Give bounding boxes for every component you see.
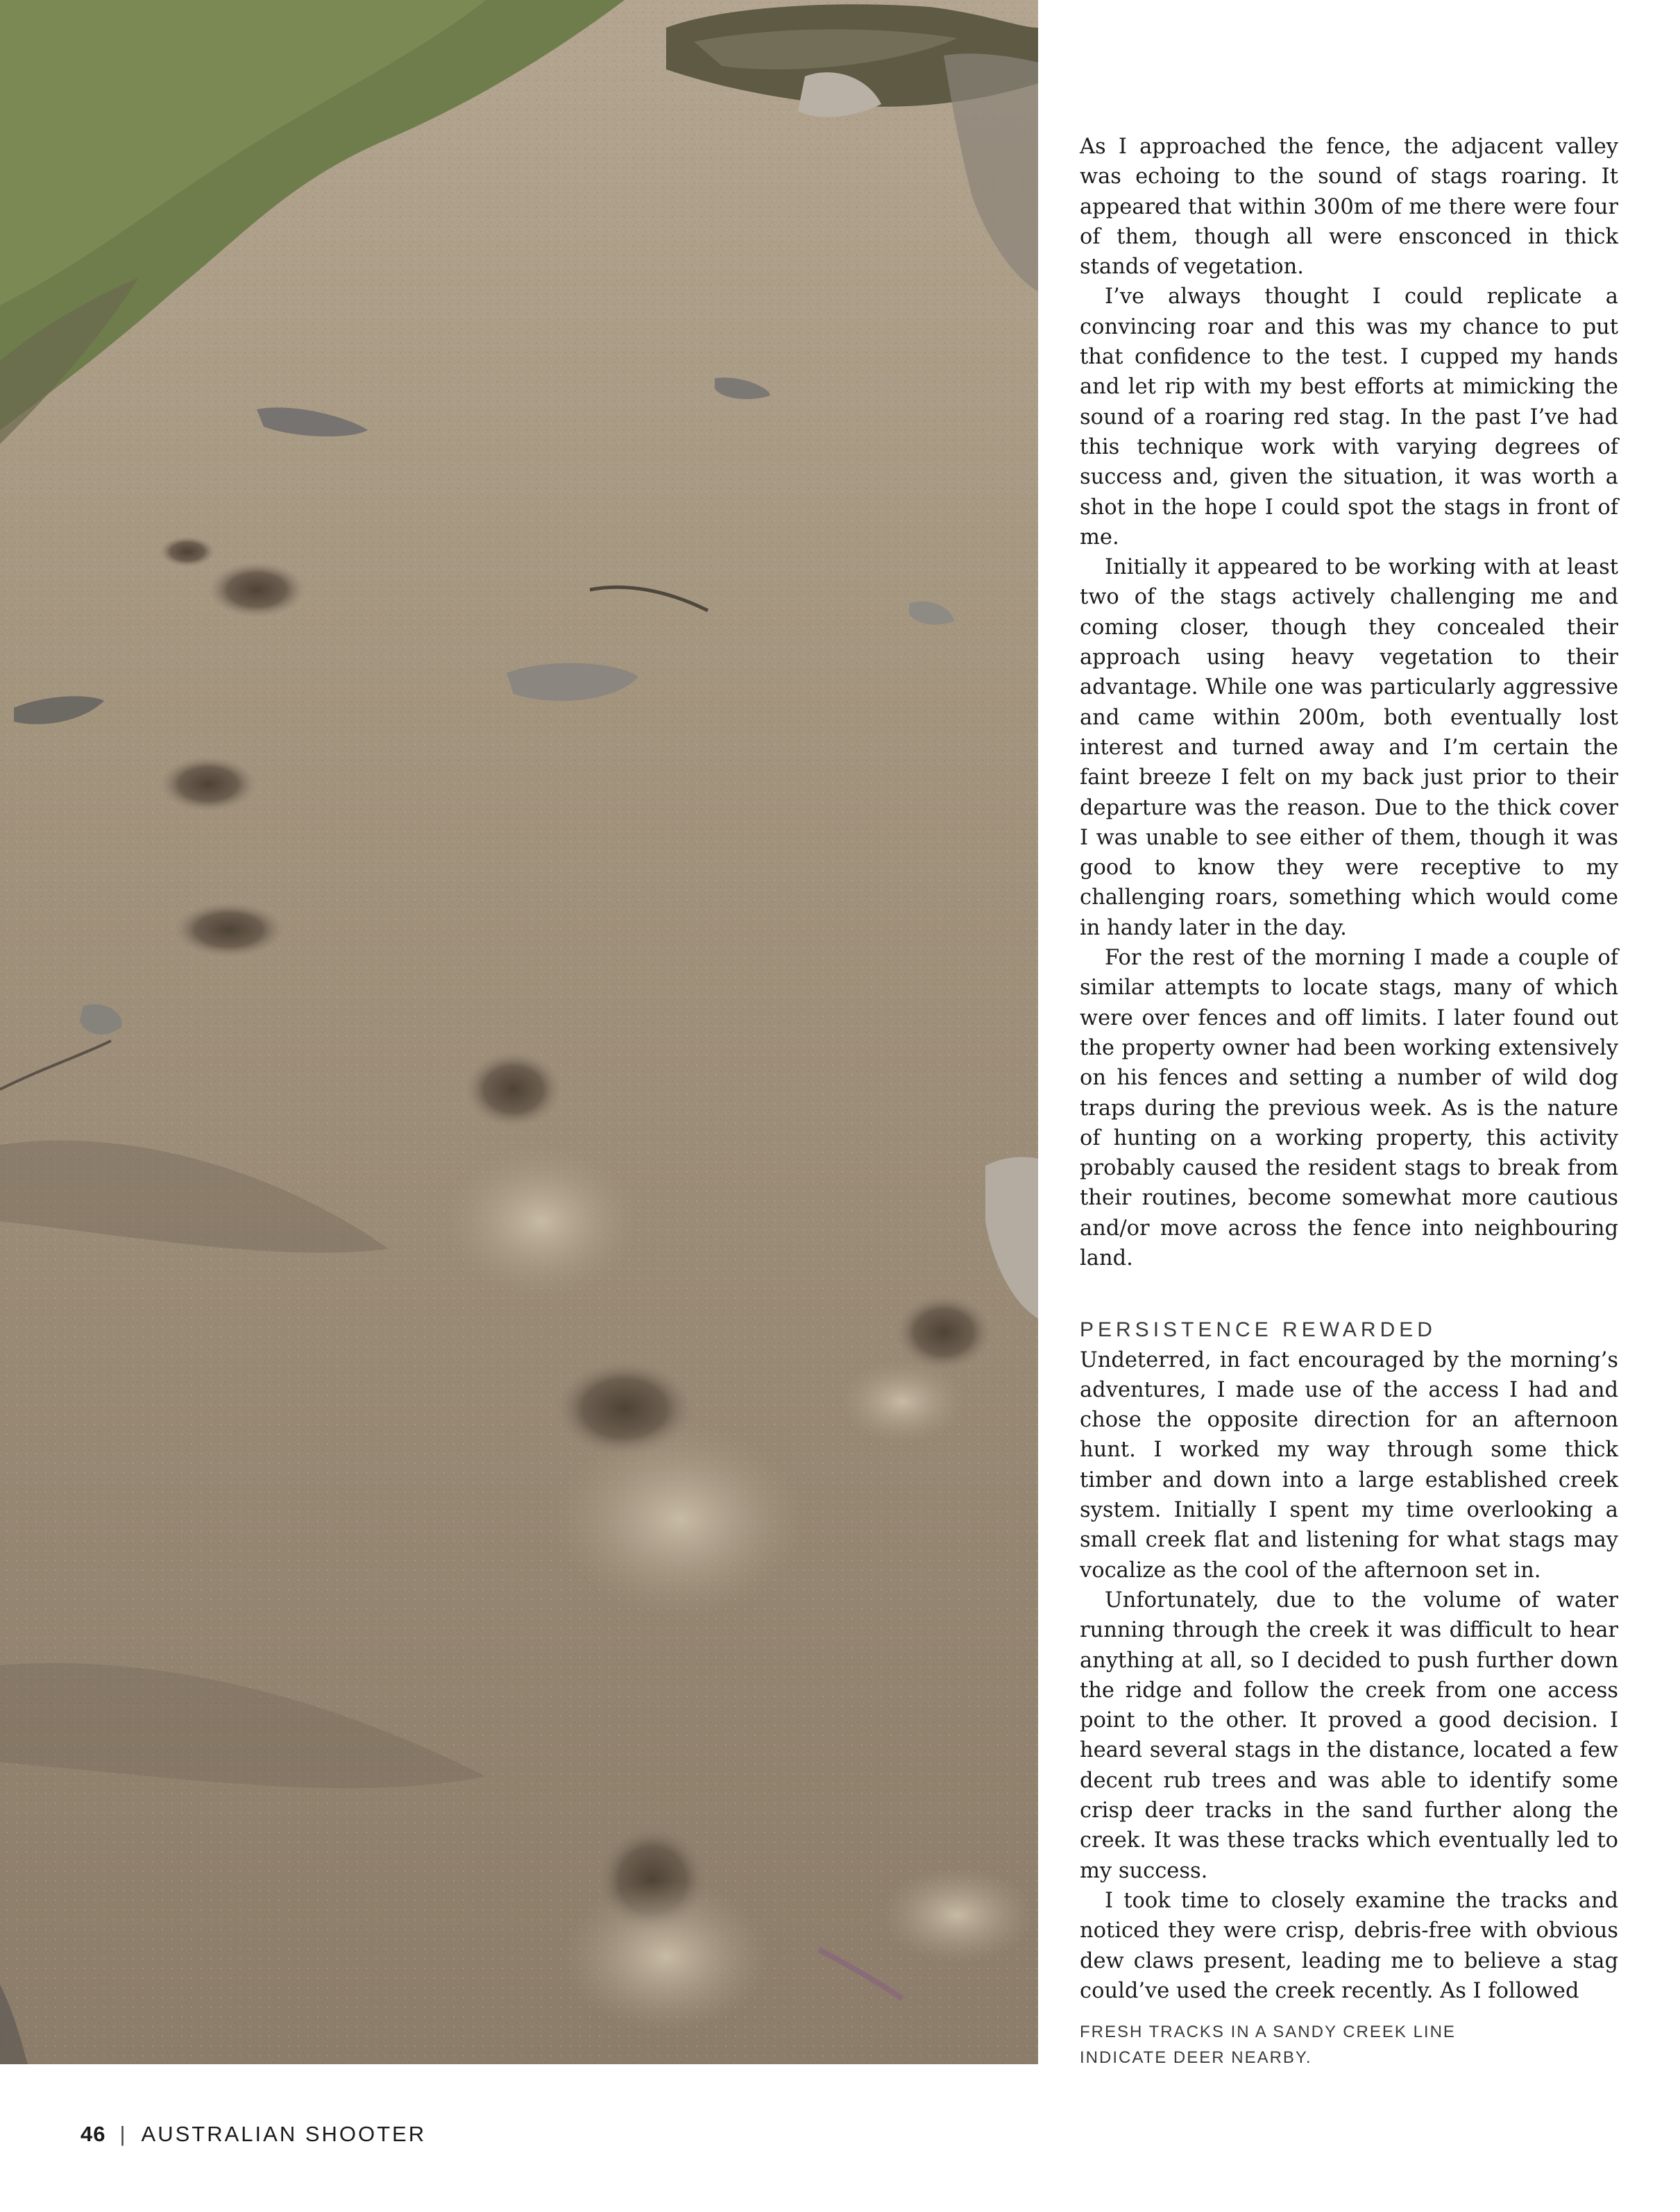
page-number: 46: [80, 2122, 106, 2146]
article-paragraph: Initially it appeared to be working with at least two of the stags actively challenging me and coming closer, though they concealed their approach using heavy vegetation to their advantage. While one was particularly aggressive and came within 200m, both eventually lost interest and turned away and I’m certain the faint breeze I felt on my back just prior to their departure was the reason. Due to the thick cover I was unable to see either of them, though it was good to know they were receptive to my challenging roars, something which would come in handy later in the day.: [1080, 555, 1618, 940]
section-heading: PERSISTENCE REWARDED: [1080, 1318, 1436, 1342]
article-paragraph: Undeterred, in fact encouraged by the morning’s adventures, I made use of the access I had and chose the opposite direction for an afternoon hunt. I worked my way through some thick timber and down into a large established creek system. Initially I spent my time overlooking a small creek flat and listening for what stags may vocalize as the cool of the afternoon set in.: [1080, 1347, 1618, 1583]
footer-separator: |: [119, 2122, 128, 2146]
page-footer: [80, 2122, 426, 2147]
publication-name: AUSTRALIAN SHOOTER: [141, 2122, 427, 2146]
photo-caption: FRESH TRACKS IN A SANDY CREEK LINE INDICATE DEER NEARBY.: [1080, 2023, 1456, 2067]
article-paragraph: Unfortunately, due to the volume of water running through the creek it was difficult to hear anything at all, so I decided to push further down the ridge and follow the creek from one access point to the other. It proved a good decision. I heard several stags in the distance, located a few decent rub trees and was able to identify some crisp deer tracks in the sand further along the creek. It was these tracks which eventually led to my success.: [1080, 1588, 1618, 1883]
article-paragraph: As I approached the fence, the adjacent valley was echoing to the sound of stags roaring. It appeared that within 300m of me there were four of them, though all were ensconced in thick stands of vegetation.: [1080, 135, 1618, 280]
article-body: [1080, 132, 1618, 2006]
article-paragraph: For the rest of the morning I made a couple of similar attempts to locate stags, many of which were over fences and off limits. I later found out the property owner had been working extensively on his fences and setting a number of wild dog traps during the previous week. As is the nature of hunting on a working property, this activity probably caused the resident stags to break from their routines, become somewhat more cautious and/or move across the fence into neighbouring land.: [1080, 946, 1618, 1270]
article-paragraph: I’ve always thought I could replicate a convincing roar and this was my chance to put that confidence to the test. I cupped my hands and let rip with my best efforts at mimicking the sound of a roaring red stag. In the past I’ve had this technique work with varying degrees of success and, given the situation, it was worth a shot in the hope I could spot the stags in front of me.: [1080, 284, 1618, 550]
article-paragraph: I took time to closely examine the tracks and noticed they were crisp, debris-free with obvious dew claws present, leading me to believe a stag could’ve used the creek recently. As I followed: [1080, 1888, 1618, 2003]
